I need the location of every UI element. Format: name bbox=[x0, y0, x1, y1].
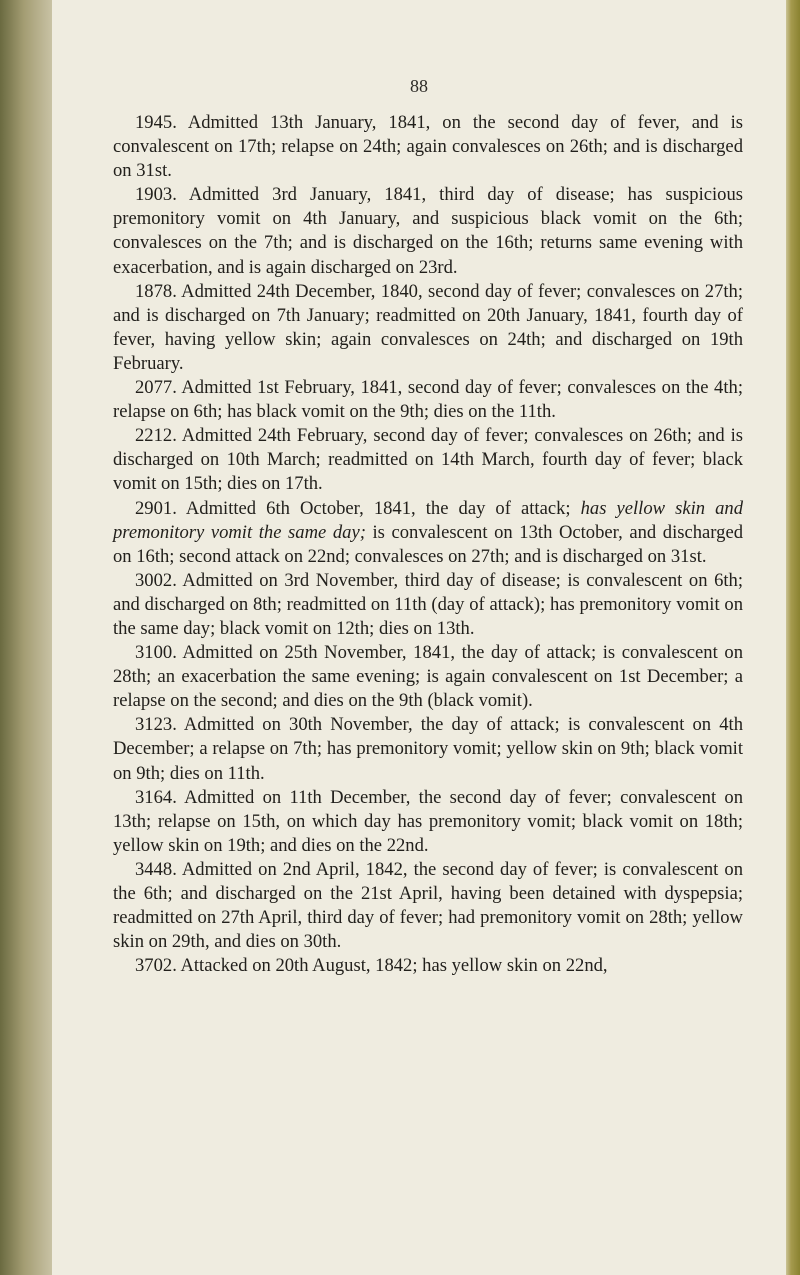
entry-text: 1903. Admitted 3rd January, 1841, third day of disease; has suspicious premonitory vomit on 4th January, and suspicious black vomit on the 6th; convalesces on the 7th; and is discharged on the 16th; returns same evening with exacerbation, and is again discharged on 23rd. bbox=[113, 184, 743, 278]
case-entry bbox=[113, 183, 743, 279]
binding-gutter bbox=[0, 0, 60, 1275]
entry-text: 1878. Admitted 24th December, 1840, second day of fever; convalesces on 27th; and is discharged on 7th January; readmitted on 20th January, 1841, fourth day of fever, having yellow skin; again convalesces on 24th; and discharged on 19th February. bbox=[113, 280, 743, 374]
case-entry bbox=[113, 111, 743, 183]
case-entry bbox=[113, 954, 743, 978]
entry-text: 2077. Admitted 1st February, 1841, second day of fever; convalesces on the 4th; relapse on 6th; has black vomit on the 9th; dies on the 11th. bbox=[113, 377, 743, 423]
entry-text: 1945. Admitted 13th January, 1841, on the second day of fever, and is convalescent on 17th; relapse on 24th; again convalesces on 26th; and is discharged on 31st. bbox=[113, 112, 743, 182]
case-entry bbox=[113, 786, 743, 858]
case-entry bbox=[113, 713, 743, 785]
case-entry bbox=[113, 376, 743, 424]
book-page bbox=[52, 0, 786, 1275]
entry-text: 3702. Attacked on 20th August, 1842; has yellow skin on 22nd, bbox=[135, 955, 608, 977]
case-entry bbox=[113, 424, 743, 496]
italic-text: has yellow skin and premonitory vomit the same day; bbox=[113, 497, 744, 543]
entry-text: 2212. Admitted 24th February, second day of fever; convalesces on 26th; and is discharged on 10th March; readmitted on 14th March, fourth day of fever; black vomit on 15th; dies on 17th. bbox=[113, 425, 743, 495]
entry-text: 2901. Admitted 6th October, 1841, the day of attack; bbox=[135, 497, 581, 519]
entry-text: is convalescent on 13th October, and discharged on 16th; second attack on 22nd; convalesces on 27th; and is discharged on 31st. bbox=[113, 521, 743, 567]
page-number: 88 bbox=[410, 76, 428, 96]
entry-text: 3164. Admitted on 11th December, the second day of fever; convalescent on 13th; relapse on 15th, on which day has premonitory vomit; black vomit on 18th; yellow skin on 19th; and dies on the 22nd. bbox=[113, 786, 743, 856]
case-entry bbox=[113, 858, 743, 954]
case-entry bbox=[113, 497, 743, 569]
entry-text: 3123. Admitted on 30th November, the day of attack; is convalescent on 4th December; a relapse on 7th; has premonitory vomit; yellow skin on 9th; black vomit on 9th; dies on 11th. bbox=[113, 714, 743, 784]
case-entry bbox=[113, 641, 743, 713]
case-entry bbox=[113, 569, 743, 641]
entry-text: 3448. Admitted on 2nd April, 1842, the second day of fever; is convalescent on the 6th; and discharged on the 21st April, having been detained with dyspepsia; readmitted on 27th April, third day of fever; had premonitory vomit on 28th; yellow skin on 29th, and dies on 30th. bbox=[113, 858, 743, 953]
entry-text: 3100. Admitted on 25th November, 1841, the day of attack; is convalescent on 28th; an exacerbation the same evening; is again convalescent on 1st December; a relapse on the second; and dies on the 9th (black vomit). bbox=[113, 642, 743, 712]
case-entry bbox=[113, 280, 743, 376]
entry-text: 3002. Admitted on 3rd November, third day of disease; is convalescent on 6th; and discharged on 8th; readmitted on 11th (day of attack); has premonitory vomit on the same day; black vomit on 12th; dies on 13th. bbox=[113, 569, 743, 639]
page-text bbox=[113, 111, 743, 978]
